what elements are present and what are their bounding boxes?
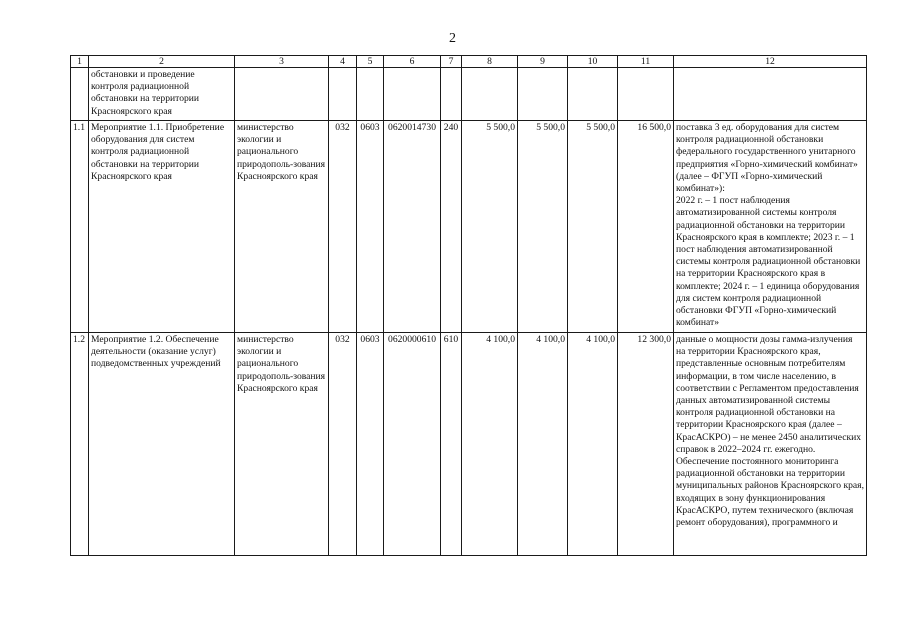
- cell-vr: 610: [441, 333, 462, 556]
- col-header-3: 3: [235, 56, 329, 68]
- col-header-9: 9: [518, 56, 568, 68]
- cell-rzpr: 0603: [357, 121, 384, 333]
- cell-2022: 4 100,0: [462, 333, 518, 556]
- cell-total: 16 500,0: [618, 121, 674, 333]
- cell-executor: [235, 68, 329, 121]
- header-row: [71, 56, 867, 68]
- cell-2024: 4 100,0: [568, 333, 618, 556]
- cell-2022: 5 500,0: [462, 121, 518, 333]
- cell-2024: 5 500,0: [568, 121, 618, 333]
- cell-result: данные о мощности дозы гамма-излучения на территории Красноярского края, представленные основным потребителям информации, в том числе населению, в соответствии с Регламентом предоставления данных автоматизированной системы контроля радиационной обстановки на территории Красноярского края (далее – КрасАСКРО) – не менее 2450 аналитических справок в 2022–2024 гг. ежегодно. Обеспечение постоянного мониторинга радиационной обстановки на территории муниципальных районов Красноярского края, входящих в зону функционирования КрасАСКРО, путем технического (включая ремонт оборудования), программного и: [674, 333, 867, 556]
- cell-grbs: 032: [329, 333, 357, 556]
- col-header-12: 12: [674, 56, 867, 68]
- col-header-1: 1: [71, 56, 89, 68]
- cell-2023: 4 100,0: [518, 333, 568, 556]
- cell-total: 12 300,0: [618, 333, 674, 556]
- cell-num: 1.1: [71, 121, 89, 333]
- cell-result: [674, 68, 867, 121]
- cell-2023: 5 500,0: [518, 121, 568, 333]
- cell-grbs: 032: [329, 121, 357, 333]
- col-header-4: 4: [329, 56, 357, 68]
- cell-csr: 0620014730: [384, 121, 441, 333]
- col-header-2: 2: [89, 56, 235, 68]
- cell-name: Мероприятие 1.2. Обеспечение деятельности (оказание услуг) подведомственных учреждений: [89, 333, 235, 556]
- cell-executor: министерство экологии и рационального природополь-зования Красноярского края: [235, 121, 329, 333]
- table-row-continuation: [71, 68, 867, 121]
- table-row: [71, 333, 867, 556]
- cell-num: 1.2: [71, 333, 89, 556]
- col-header-5: 5: [357, 56, 384, 68]
- col-header-6: 6: [384, 56, 441, 68]
- cell-executor: министерство экологии и рационального природополь-зования Красноярского края: [235, 333, 329, 556]
- cell-rzpr: 0603: [357, 333, 384, 556]
- col-header-8: 8: [462, 56, 518, 68]
- col-header-10: 10: [568, 56, 618, 68]
- cell-result: поставка 3 ед. оборудования для систем контроля радиационной обстановки федерального государственного унитарного предприятия «Горно-химический комбинат» (далее – ФГУП «Горно-химический комбинат»): 2022 г. – 1 пост наблюдения автоматизированной системы контроля радиационной обстановки на территории Красноярского края в комплекте; 2023 г. – 1 пост наблюдения автоматизированной системы контроля радиационной обстановки на территории Красноярского края в комплекте; 2024 г. – 1 единица оборудования для систем контроля радиационной обстановки ФГУП «Горно-химический комбинат»: [674, 121, 867, 333]
- cell-num: [71, 68, 89, 121]
- page-number: 2: [449, 31, 456, 46]
- cell-csr: 0620000610: [384, 333, 441, 556]
- measures-table: [70, 55, 867, 556]
- cell-name: Мероприятие 1.1. Приобретение оборудования для систем контроля радиационной обстановки на территории Красноярского края: [89, 121, 235, 333]
- col-header-7: 7: [441, 56, 462, 68]
- col-header-11: 11: [618, 56, 674, 68]
- table-row: [71, 121, 867, 333]
- cell-name: обстановки и проведение контроля радиационной обстановки на территории Красноярского края: [89, 68, 235, 121]
- cell-vr: 240: [441, 121, 462, 333]
